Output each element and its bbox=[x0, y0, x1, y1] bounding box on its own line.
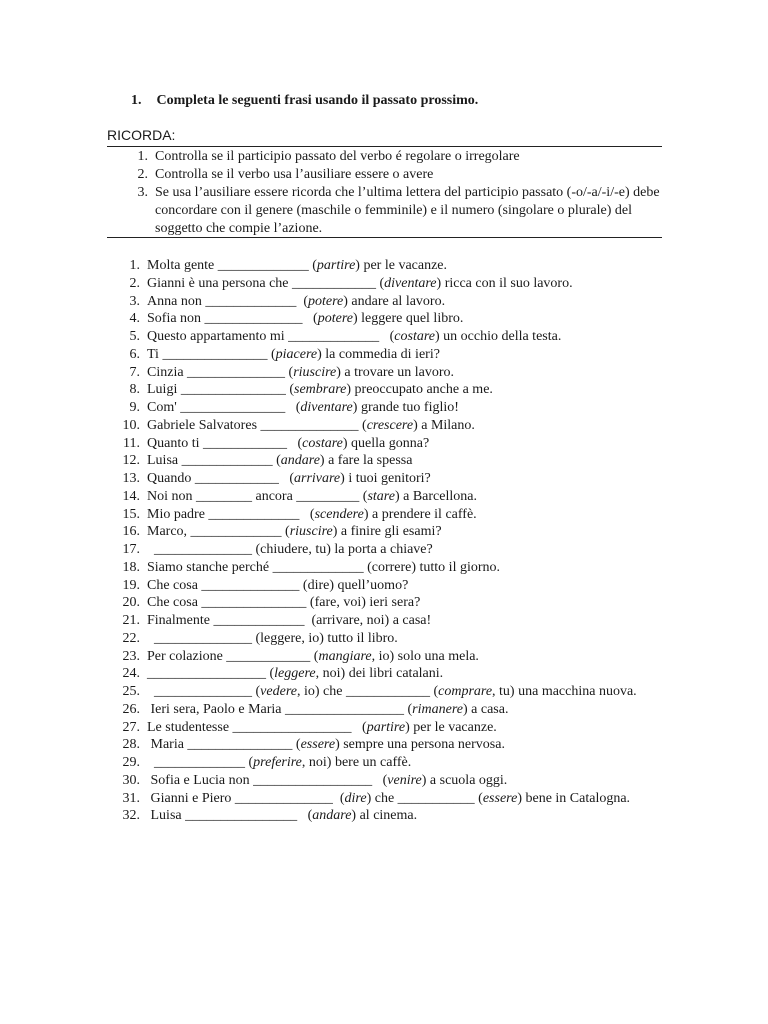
exercise-sentence bbox=[140, 559, 500, 577]
exercise-sentence bbox=[140, 736, 505, 754]
exercise-item bbox=[107, 381, 687, 399]
sentence-text: ) un occhio della testa. bbox=[435, 329, 562, 344]
exercise-sentence bbox=[140, 772, 507, 790]
verb-hint: mangiare bbox=[318, 648, 372, 664]
verb-hint: sembrare bbox=[294, 382, 347, 398]
exercise-sentence bbox=[140, 257, 447, 275]
sentence-text: Questo appartamento mi _____________ ( bbox=[147, 329, 395, 344]
exercise-sentence bbox=[140, 346, 440, 364]
sentence-text: ) sempre una persona nervosa. bbox=[335, 737, 505, 753]
ricorda-item bbox=[107, 184, 662, 238]
exercise-number: 7. bbox=[129, 364, 140, 380]
exercise-item bbox=[107, 488, 687, 506]
verb-hint: diventare bbox=[300, 400, 353, 415]
sentence-text: Gabriele Salvatores ______________ ( bbox=[147, 417, 367, 433]
exercise-sentence bbox=[140, 417, 475, 435]
exercise-item bbox=[107, 701, 687, 719]
exercise-sentence bbox=[140, 310, 463, 328]
sentence-text: , noi) bere un caffè. bbox=[301, 755, 412, 770]
verb-hint: andare bbox=[312, 808, 352, 824]
exercise-heading bbox=[131, 93, 478, 109]
exercise-item bbox=[107, 612, 687, 630]
sentence-text: ) ricca con il suo lavoro. bbox=[436, 275, 573, 291]
exercise-sentence bbox=[140, 754, 411, 772]
sentence-text: ) la commedia di ieri? bbox=[317, 346, 440, 362]
sentence-text: ) che ___________ ( bbox=[366, 790, 483, 806]
exercise-number: 12. bbox=[122, 453, 140, 469]
exercise-sentence bbox=[140, 541, 433, 559]
exercise-number: 32. bbox=[122, 808, 140, 824]
exercise-item bbox=[107, 559, 687, 577]
sentence-text: Mio padre _____________ ( bbox=[147, 506, 315, 522]
sentence-text: Molta gente _____________ ( bbox=[147, 258, 317, 273]
verb-hint: arrivare bbox=[294, 471, 341, 486]
exercise-sentence bbox=[140, 648, 479, 666]
verb-hint: piacere bbox=[275, 346, 318, 362]
exercise-item bbox=[107, 346, 687, 364]
exercise-item bbox=[107, 790, 687, 808]
exercise-sentence bbox=[140, 506, 477, 524]
sentence-text: ) preoccupato anche a me. bbox=[346, 382, 493, 398]
exercise-number: 11. bbox=[123, 435, 140, 451]
ricorda-item bbox=[107, 148, 662, 166]
exercise-sentence bbox=[140, 612, 431, 630]
sentence-text: ______________ (chiudere, tu) la porta a chiave? bbox=[147, 542, 433, 557]
exercise-sentence bbox=[140, 807, 417, 825]
exercise-number: 30. bbox=[122, 772, 140, 788]
sentence-text: Le studentesse _________________ ( bbox=[147, 719, 367, 735]
sentence-text: Per colazione ____________ ( bbox=[147, 648, 319, 664]
exercise-item bbox=[107, 364, 687, 382]
sentence-text: ) a fare la spessa bbox=[319, 453, 413, 469]
exercise-sentence bbox=[140, 293, 445, 311]
verb-hint: partire bbox=[366, 719, 406, 735]
sentence-text: ) a finire gli esami? bbox=[332, 524, 442, 540]
exercise-number: 13. bbox=[122, 471, 140, 486]
sentence-text: ______________ ( bbox=[147, 684, 261, 699]
verb-hint: essere bbox=[482, 790, 518, 806]
verb-hint: riuscire bbox=[293, 364, 337, 380]
exercise-number: 20. bbox=[122, 595, 140, 611]
exercise-item bbox=[107, 399, 687, 417]
exercise-number: 29. bbox=[122, 755, 140, 770]
sentence-text: ) bene in Catalogna. bbox=[517, 790, 631, 806]
sentence-text: Siamo stanche perché _____________ (correre) tutto il giorno. bbox=[147, 559, 501, 575]
verb-hint: vedere bbox=[260, 684, 297, 699]
exercise-number: 24. bbox=[122, 666, 140, 682]
exercise-sentence bbox=[140, 364, 454, 382]
sentence-text: ) a scuola oggi. bbox=[421, 772, 508, 788]
exercise-sentence bbox=[140, 328, 561, 346]
exercise-number: 1. bbox=[129, 258, 140, 273]
exercise-sentence bbox=[140, 275, 573, 293]
verb-hint: dire bbox=[344, 790, 367, 806]
exercise-item bbox=[107, 754, 687, 772]
exercise-number: 16. bbox=[122, 524, 140, 540]
sentence-text: Luisa _____________ ( bbox=[147, 453, 281, 469]
sentence-text: ) a casa. bbox=[462, 701, 509, 717]
verb-hint: costare bbox=[302, 435, 343, 451]
ricorda-item-number: 3. bbox=[137, 185, 148, 200]
sentence-text: , io) che ____________ ( bbox=[296, 684, 439, 699]
verb-hint: diventare bbox=[384, 275, 437, 291]
ricorda-bottom-rule bbox=[107, 237, 662, 238]
sentence-text: Quando ____________ ( bbox=[147, 471, 294, 486]
ricorda-item-text: Controlla se il participio passato del verbo é regolare o irregolare bbox=[155, 149, 520, 164]
exercise-number: 27. bbox=[122, 719, 140, 735]
sentence-text: Ti _______________ ( bbox=[147, 346, 276, 362]
exercise-item bbox=[107, 736, 687, 754]
sentence-text: , tu) una macchina nuova. bbox=[492, 684, 637, 699]
exercise-number: 26. bbox=[122, 701, 140, 717]
exercise-item bbox=[107, 683, 687, 701]
exercise-item bbox=[107, 435, 687, 453]
exercise-sentence bbox=[140, 665, 443, 683]
exercise-item bbox=[107, 310, 687, 328]
exercise-sentence bbox=[140, 381, 493, 399]
sentence-text: Sofia e Lucia non _________________ ( bbox=[147, 772, 388, 788]
sentence-text: Che cosa _______________ (fare, voi) ieri sera? bbox=[147, 595, 421, 611]
sentence-text: Gianni è una persona che ____________ ( bbox=[147, 275, 385, 291]
exercise-item bbox=[107, 577, 687, 595]
exercise-sentence bbox=[140, 701, 508, 719]
sentence-text: ) i tuoi genitori? bbox=[340, 471, 431, 486]
sentence-text: Quanto ti ____________ ( bbox=[147, 435, 303, 451]
exercise-item bbox=[107, 506, 687, 524]
verb-hint: riuscire bbox=[289, 524, 333, 540]
sentence-text: , io) solo una mela. bbox=[371, 648, 479, 664]
exercise-sentence bbox=[140, 523, 442, 541]
sentence-text: ) per le vacanze. bbox=[355, 258, 448, 273]
exercise-number: 4. bbox=[129, 311, 140, 327]
exercise-sentence bbox=[140, 630, 398, 648]
exercise-sentence bbox=[140, 683, 637, 701]
sentence-text: ) al cinema. bbox=[351, 808, 418, 824]
exercise-number: 17. bbox=[122, 542, 140, 557]
verb-hint: potere bbox=[317, 311, 353, 327]
exercise-number: 6. bbox=[129, 346, 140, 362]
ricorda-item-text: Controlla se il verbo usa l’ausiliare essere o avere bbox=[155, 167, 434, 182]
sentence-text: Noi non ________ ancora _________ ( bbox=[147, 488, 368, 504]
ricorda-item-text: Se usa l’ausiliare essere ricorda che l’ultima lettera del participio passato (-o/-a/-i/-e) debe concordare con il genere (maschile o femminile) e il numero (singolare o plurale) del soggetto che compie l’azione. bbox=[155, 185, 660, 236]
exercise-item bbox=[107, 293, 687, 311]
sentence-text: Luigi _______________ ( bbox=[147, 382, 294, 398]
exercise-sentence bbox=[140, 435, 429, 453]
sentence-text: Finalmente _____________ (arrivare, noi) a casa! bbox=[147, 613, 432, 628]
exercise-item bbox=[107, 719, 687, 737]
exercise-number: 5. bbox=[129, 329, 140, 344]
exercise-number: 19. bbox=[122, 577, 140, 593]
verb-hint: venire bbox=[387, 772, 422, 788]
verb-hint: essere bbox=[300, 737, 336, 753]
exercise-number: 23. bbox=[122, 648, 140, 664]
exercise-item bbox=[107, 257, 687, 275]
exercise-list bbox=[107, 257, 687, 825]
sentence-text: Com' _______________ ( bbox=[147, 400, 301, 415]
sentence-text: Gianni e Piero ______________ ( bbox=[147, 790, 345, 806]
verb-hint: partire bbox=[316, 258, 356, 273]
sentence-text: , noi) dei libri catalani. bbox=[315, 666, 444, 682]
exercise-item bbox=[107, 772, 687, 790]
exercise-item bbox=[107, 452, 687, 470]
verb-hint: stare bbox=[367, 488, 395, 504]
sentence-text: ) a Barcellona. bbox=[394, 488, 477, 504]
exercise-item bbox=[107, 630, 687, 648]
ricorda-item bbox=[107, 166, 662, 184]
sentence-text: _________________ ( bbox=[147, 666, 275, 682]
exercise-item bbox=[107, 523, 687, 541]
sentence-text: ) andare al lavoro. bbox=[343, 293, 446, 309]
sentence-text: ) a prendere il caffè. bbox=[363, 506, 477, 522]
exercise-number: 31. bbox=[122, 790, 140, 806]
exercise-sentence bbox=[140, 488, 477, 506]
exercise-item bbox=[107, 594, 687, 612]
sentence-text: ) a trovare un lavoro. bbox=[336, 364, 455, 380]
ricorda-item-number: 1. bbox=[137, 149, 148, 164]
exercise-item bbox=[107, 665, 687, 683]
exercise-sentence bbox=[140, 399, 459, 417]
exercise-number: 22. bbox=[122, 630, 140, 646]
exercise-item bbox=[107, 541, 687, 559]
sentence-text: Ieri sera, Paolo e Maria _________________ ( bbox=[147, 701, 413, 717]
heading-text: Completa le seguenti frasi usando il passato prossimo. bbox=[156, 93, 479, 108]
exercise-number: 8. bbox=[129, 382, 140, 398]
sentence-text: Che cosa ______________ (dire) quell’uomo? bbox=[147, 577, 409, 593]
exercise-item bbox=[107, 417, 687, 435]
sentence-text: ) grande tuo figlio! bbox=[352, 400, 459, 415]
sentence-text: ) quella gonna? bbox=[342, 435, 430, 451]
ricorda-label: RICORDA: bbox=[107, 127, 176, 143]
exercise-sentence bbox=[140, 577, 408, 595]
verb-hint: rimanere bbox=[412, 701, 463, 717]
sentence-text: Cinzia ______________ ( bbox=[147, 364, 294, 380]
exercise-sentence bbox=[140, 719, 497, 737]
sentence-text: Maria _______________ ( bbox=[147, 737, 301, 753]
sentence-text: ) per le vacanze. bbox=[405, 719, 497, 735]
exercise-item bbox=[107, 648, 687, 666]
heading-number: 1. bbox=[131, 93, 142, 108]
sentence-text: Marco, _____________ ( bbox=[147, 524, 290, 540]
exercise-sentence bbox=[140, 452, 412, 470]
ricorda-top-rule bbox=[107, 146, 662, 147]
exercise-number: 28. bbox=[122, 737, 140, 753]
exercise-sentence bbox=[140, 470, 431, 488]
exercise-number: 2. bbox=[129, 275, 140, 291]
verb-hint: scendere bbox=[314, 506, 364, 522]
exercise-sentence bbox=[140, 790, 630, 808]
exercise-number: 3. bbox=[129, 293, 140, 309]
sentence-text: ) leggere quel libro. bbox=[352, 311, 464, 327]
exercise-number: 25. bbox=[122, 684, 140, 699]
verb-hint: andare bbox=[280, 453, 320, 469]
ricorda-list bbox=[107, 148, 662, 238]
ricorda-item-number: 2. bbox=[137, 167, 148, 182]
exercise-item bbox=[107, 470, 687, 488]
sentence-text: _____________ ( bbox=[147, 755, 254, 770]
exercise-number: 18. bbox=[122, 559, 140, 575]
verb-hint: costare bbox=[394, 329, 435, 344]
verb-hint: preferire bbox=[253, 755, 302, 770]
sentence-text: ______________ (leggere, io) tutto il libro. bbox=[147, 630, 398, 646]
exercise-number: 15. bbox=[122, 506, 140, 522]
verb-hint: potere bbox=[308, 293, 344, 309]
exercise-sentence bbox=[140, 594, 420, 612]
sentence-text: Anna non _____________ ( bbox=[147, 293, 308, 309]
exercise-number: 9. bbox=[129, 400, 140, 415]
sentence-text: Luisa ________________ ( bbox=[147, 808, 313, 824]
exercise-number: 14. bbox=[122, 488, 140, 504]
exercise-item bbox=[107, 807, 687, 825]
exercise-number: 10. bbox=[122, 417, 140, 433]
verb-hint: crescere bbox=[366, 417, 414, 433]
verb-hint: leggere bbox=[274, 666, 316, 682]
verb-hint: comprare bbox=[438, 684, 493, 699]
exercise-item bbox=[107, 275, 687, 293]
sentence-text: ) a Milano. bbox=[413, 417, 475, 433]
sentence-text: Sofia non ______________ ( bbox=[147, 311, 318, 327]
exercise-number: 21. bbox=[122, 613, 140, 628]
exercise-item bbox=[107, 328, 687, 346]
